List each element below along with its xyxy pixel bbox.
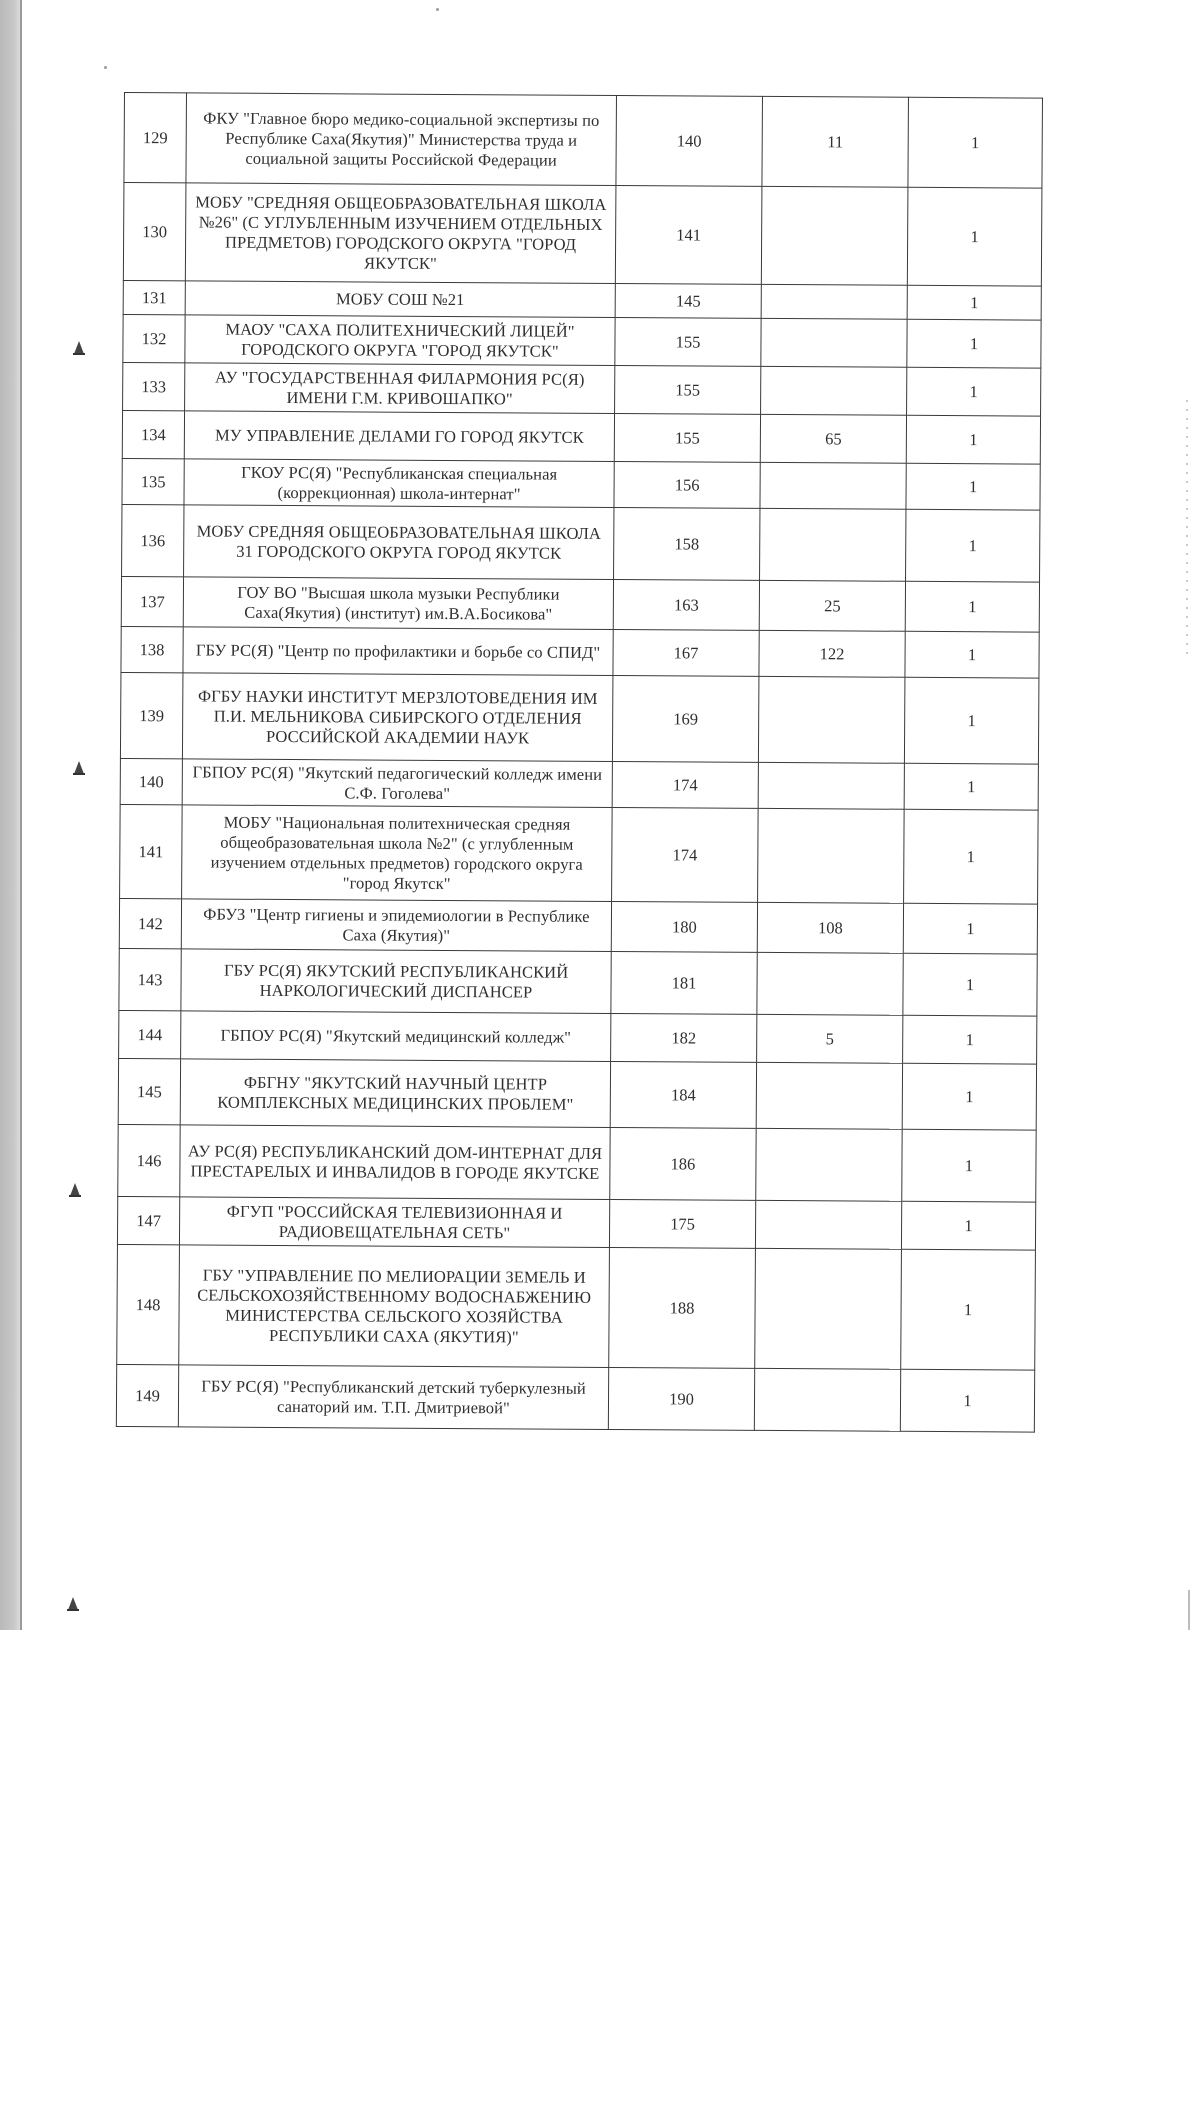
table-row: [121, 626, 1039, 678]
value-column-3-cell: 158: [614, 508, 760, 581]
table-row: [120, 804, 1039, 904]
value-column-5-cell: 1: [904, 763, 1038, 810]
row-number-cell: 134: [122, 410, 184, 458]
value-column-4-cell: [756, 1128, 902, 1201]
value-column-4-cell: 65: [760, 414, 906, 463]
value-column-3-cell: 174: [612, 761, 758, 808]
organization-name-cell: ГБПОУ РС(Я) "Якутский медицинский колледж": [181, 1011, 611, 1062]
value-column-5-cell: 1: [907, 367, 1041, 416]
organization-name-cell: ФБУЗ "Центр гигиены и эпидемиологии в Республике Саха (Якутия)": [181, 899, 611, 952]
scan-edge-shadow: [0, 0, 20, 1630]
scan-right-margin-mark: [1188, 1590, 1190, 1630]
row-number-cell: 135: [122, 458, 184, 504]
value-column-3-cell: 186: [610, 1127, 756, 1200]
value-column-5-cell: 1: [900, 1369, 1034, 1432]
row-number-cell: 149: [116, 1364, 178, 1426]
value-column-5-cell: 1: [905, 631, 1039, 678]
table-row: [118, 1124, 1036, 1202]
table-row: [122, 504, 1040, 582]
value-column-4-cell: [754, 1368, 900, 1431]
value-column-5-cell: 1: [904, 677, 1039, 764]
organization-name-cell: АУ РС(Я) РЕСПУБЛИКАНСКИЙ ДОМ-ИНТЕРНАТ ДЛЯ ПРЕСТАРЕЛЫХ И ИНВАЛИДОВ В ГОРОДЕ ЯКУТСКЕ: [180, 1125, 610, 1200]
value-column-4-cell: 25: [759, 580, 905, 631]
organizations-table: [116, 92, 1043, 1433]
value-column-4-cell: 122: [759, 630, 905, 677]
value-column-3-cell: 184: [610, 1061, 756, 1128]
value-column-4-cell: [761, 284, 907, 319]
table-row: [120, 758, 1038, 810]
value-column-3-cell: 169: [612, 675, 759, 762]
value-column-4-cell: [758, 762, 904, 809]
row-number-cell: 144: [119, 1010, 181, 1058]
value-column-5-cell: 1: [903, 903, 1037, 954]
binder-hole-mark-icon: [66, 1596, 80, 1612]
binder-hole-mark-icon: [72, 340, 86, 356]
row-number-cell: 137: [121, 576, 183, 626]
row-number-cell: 142: [119, 898, 181, 948]
row-number-cell: 148: [117, 1244, 180, 1364]
organization-name-cell: ГБУ "УПРАВЛЕНИЕ ПО МЕЛИОРАЦИИ ЗЕМЕЛЬ И СЕЛЬСКОХОЗЯЙСТВЕННОМУ ВОДОСНАБЖЕНИЮ МИНИСТЕРСТВА СЕЛЬСКОГО ХОЗЯЙСТВА РЕСПУБЛИКИ САХА (ЯКУТИЯ)": [179, 1245, 610, 1368]
value-column-4-cell: [756, 1062, 902, 1129]
organization-name-cell: ГБУ РС(Я) "Республиканский детский туберкулезный санаторий им. Т.П. Дмитриевой": [178, 1365, 608, 1430]
value-column-4-cell: [758, 676, 905, 763]
row-number-cell: 138: [121, 626, 183, 672]
organization-name-cell: МОБУ "Национальная политехническая средняя общеобразовательная школа №2" (с углубленным изучением отдельных предметов) городского округа "город Якутск": [182, 805, 613, 902]
value-column-4-cell: [761, 186, 908, 285]
table-row: [119, 948, 1037, 1016]
table-row: [123, 183, 1042, 287]
value-column-3-cell: 180: [611, 901, 757, 952]
value-column-3-cell: 181: [611, 951, 757, 1014]
value-column-4-cell: [761, 366, 907, 415]
organization-name-cell: ГБУ РС(Я) "Центр по профилактики и борьбе со СПИД": [183, 627, 613, 676]
table-row: [121, 576, 1039, 632]
table-row: [119, 1010, 1037, 1064]
table-row: [122, 458, 1040, 510]
value-column-3-cell: 163: [613, 579, 759, 630]
value-column-3-cell: 141: [615, 186, 762, 285]
value-column-4-cell: 11: [762, 96, 909, 187]
organization-name-cell: МОБУ СРЕДНЯЯ ОБЩЕОБРАЗОВАТЕЛЬНАЯ ШКОЛА 31 ГОРОДСКОГО ОКРУГА ГОРОД ЯКУТСК: [184, 505, 614, 580]
value-column-3-cell: 155: [615, 318, 761, 367]
row-number-cell: 143: [119, 948, 181, 1010]
organization-name-cell: ФКУ "Главное бюро медико-социальной экспертизы по Республике Саха(Якутия)" Министерства труда и социальной защиты Российской Федерации: [186, 93, 617, 186]
table-row: [123, 314, 1041, 368]
table-row: [118, 1058, 1036, 1130]
value-column-5-cell: 1: [901, 1249, 1036, 1370]
value-column-5-cell: 1: [906, 415, 1040, 464]
organization-name-cell: АУ "ГОСУДАРСТВЕННАЯ ФИЛАРМОНИЯ РС(Я) ИМЕНИ Г.М. КРИВОШАПКО": [185, 363, 615, 414]
organization-name-cell: ФГБУ НАУКИ ИНСТИТУТ МЕРЗЛОТОВЕДЕНИЯ ИМ П.И. МЕЛЬНИКОВА СИБИРСКОГО ОТДЕЛЕНИЯ РОССИЙСКОЙ АКАДЕМИИ НАУК: [182, 673, 613, 762]
organization-name-cell: МОБУ "СРЕДНЯЯ ОБЩЕОБРАЗОВАТЕЛЬНАЯ ШКОЛА №26" (С УГЛУБЛЕННЫМ ИЗУЧЕНИЕМ ОТДЕЛЬНЫХ ПРЕДМЕТОВ) ГОРОДСКОГО ОКРУГА "ГОРОД ЯКУТСК": [185, 183, 616, 284]
row-number-cell: 147: [117, 1196, 179, 1244]
row-number-cell: 132: [123, 314, 185, 362]
organization-name-cell: ГКОУ РС(Я) "Республиканская специальная (коррекционная) школа-интернат": [184, 459, 614, 508]
row-number-cell: 131: [123, 280, 185, 314]
value-column-4-cell: 108: [757, 902, 903, 953]
row-number-cell: 139: [120, 672, 183, 758]
scan-speck: [436, 8, 439, 11]
value-column-3-cell: 188: [609, 1247, 756, 1368]
value-column-5-cell: 1: [901, 1201, 1035, 1250]
value-column-4-cell: [761, 318, 907, 367]
value-column-3-cell: 174: [612, 807, 759, 902]
value-column-5-cell: 1: [907, 319, 1041, 368]
value-column-4-cell: [755, 1200, 901, 1249]
organization-name-cell: ФГУП "РОССИЙСКАЯ ТЕЛЕВИЗИОННАЯ И РАДИОВЕЩАТЕЛЬНАЯ СЕТЬ": [179, 1197, 609, 1248]
row-number-cell: 140: [120, 758, 182, 804]
value-column-5-cell: 1: [906, 509, 1040, 582]
value-column-4-cell: [760, 462, 906, 509]
value-column-5-cell: 1: [904, 809, 1039, 904]
row-number-cell: 129: [124, 93, 187, 183]
value-column-5-cell: 1: [906, 463, 1040, 510]
table-row: [122, 410, 1040, 464]
value-column-5-cell: 1: [902, 1129, 1036, 1202]
scan-edge-line: [20, 0, 22, 1630]
table-row: [117, 1244, 1036, 1370]
scan-speck: [104, 66, 107, 69]
value-column-3-cell: 156: [614, 462, 760, 509]
row-number-cell: 136: [122, 504, 184, 576]
organization-name-cell: ГОУ ВО "Высшая школа музыки Республики Саха(Якутия) (институт) им.В.А.Босикова": [183, 577, 613, 630]
value-column-3-cell: 190: [608, 1367, 754, 1430]
row-number-cell: 141: [120, 804, 183, 898]
table-row: [123, 280, 1041, 320]
row-number-cell: 130: [123, 183, 186, 281]
value-column-5-cell: 1: [905, 581, 1039, 632]
value-column-3-cell: 145: [615, 284, 761, 319]
binder-hole-mark-icon: [72, 760, 86, 776]
value-column-3-cell: 155: [615, 366, 761, 415]
value-column-4-cell: [758, 808, 905, 903]
table-row: [124, 93, 1043, 189]
value-column-4-cell: [760, 508, 906, 581]
table-row: [123, 362, 1041, 416]
value-column-5-cell: 1: [907, 187, 1042, 286]
value-column-3-cell: 175: [609, 1199, 755, 1248]
row-number-cell: 146: [118, 1124, 180, 1196]
value-column-5-cell: 1: [907, 285, 1041, 320]
row-number-cell: 133: [123, 362, 185, 410]
value-column-4-cell: 5: [757, 1014, 903, 1063]
value-column-5-cell: 1: [902, 1063, 1036, 1130]
organization-name-cell: МОБУ СОШ №21: [185, 281, 615, 318]
organization-name-cell: ГБУ РС(Я) ЯКУТСКИЙ РЕСПУБЛИКАНСКИЙ НАРКОЛОГИЧЕСКИЙ ДИСПАНСЕР: [181, 949, 611, 1014]
value-column-3-cell: 182: [611, 1013, 757, 1062]
binder-hole-mark-icon: [68, 1182, 82, 1198]
organization-name-cell: ГБПОУ РС(Я) "Якутский педагогический колледж имени С.Ф. Гоголева": [182, 759, 612, 808]
value-column-3-cell: 155: [614, 414, 760, 463]
value-column-4-cell: [757, 952, 903, 1015]
value-column-5-cell: 1: [908, 97, 1043, 188]
organization-name-cell: МАОУ "САХА ПОЛИТЕХНИЧЕСКИЙ ЛИЦЕЙ" ГОРОДСКОГО ОКРУГА "ГОРОД ЯКУТСК": [185, 315, 615, 366]
table-row: [119, 898, 1037, 954]
table-row: [116, 1364, 1034, 1432]
organization-name-cell: МУ УПРАВЛЕНИЕ ДЕЛАМИ ГО ГОРОД ЯКУТСК: [184, 411, 614, 462]
value-column-4-cell: [755, 1248, 902, 1369]
row-number-cell: 145: [118, 1058, 180, 1124]
organization-name-cell: ФБГНУ "ЯКУТСКИЙ НАУЧНЫЙ ЦЕНТР КОМПЛЕКСНЫХ МЕДИЦИНСКИХ ПРОБЛЕМ": [180, 1059, 610, 1128]
value-column-5-cell: 1: [903, 1015, 1037, 1064]
value-column-3-cell: 167: [613, 629, 759, 676]
scan-right-margin-noise: [1186, 400, 1188, 660]
value-column-3-cell: 140: [616, 96, 763, 187]
table-row: [120, 672, 1039, 764]
table-row: [117, 1196, 1035, 1250]
value-column-5-cell: 1: [903, 953, 1037, 1016]
